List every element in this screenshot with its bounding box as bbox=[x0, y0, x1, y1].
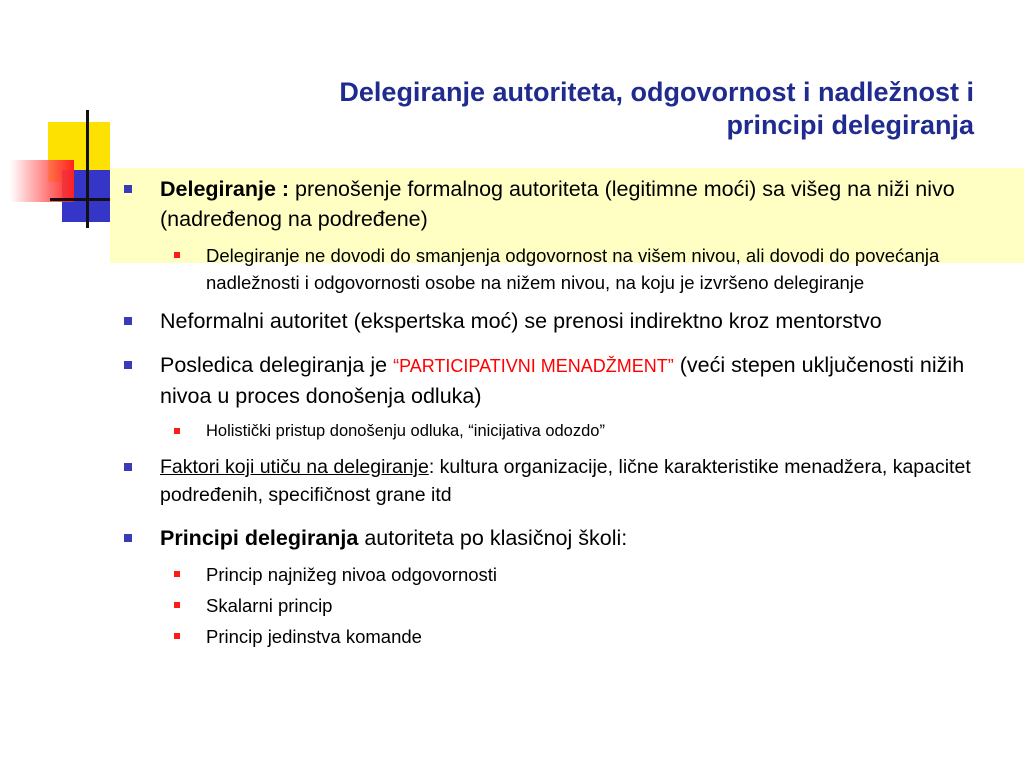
bullet-faktori bbox=[120, 453, 1015, 509]
participativni-menadzment-accent: “PARTICIPATIVNI MENADŽMENT” bbox=[393, 356, 674, 376]
sub-bullet-text: Delegiranje ne dovodi do smanjenja odgovornost na višem nivou, ali dovodi do povećanja nadležnosti i odgovornosti osobe na nižem nivou, na koju je izvršeno delegiranje bbox=[206, 245, 940, 293]
sub-bullet-princip-2 bbox=[120, 592, 1015, 619]
bullet-posledica bbox=[120, 350, 1015, 411]
sub-bullet-holisticki bbox=[120, 419, 1015, 443]
sub-bullet-square-icon bbox=[174, 602, 180, 608]
sub-bullet-delegiranje bbox=[120, 242, 1015, 296]
sub-bullet-square-icon bbox=[174, 428, 180, 434]
bullet-square-icon bbox=[124, 317, 132, 325]
bullet-text-before: Posledica delegiranja je bbox=[160, 353, 394, 377]
bullet-text: Neformalni autoritet (ekspertska moć) se prenosi indirektno kroz mentorstvo bbox=[160, 309, 882, 333]
sub-bullet-square-icon bbox=[174, 252, 180, 258]
bullet-principi bbox=[120, 523, 1015, 553]
bullet-text: autoriteta po klasičnoj školi: bbox=[358, 526, 628, 550]
sub-bullet-square-icon bbox=[174, 571, 180, 577]
title-line-2: principi delegiranja bbox=[726, 110, 974, 140]
bullet-delegiranje bbox=[120, 174, 1015, 234]
bullet-text-after: (veći stepen uključenosti nižih nivoa u proces donošenja odluka) bbox=[160, 353, 965, 408]
bullet-list bbox=[120, 174, 1015, 660]
bullet-neformalni-autoritet bbox=[120, 306, 1015, 336]
logo-horizontal-line bbox=[50, 198, 112, 201]
term-delegiranje: Delegiranje : bbox=[160, 177, 290, 201]
bullet-square-icon bbox=[124, 361, 132, 369]
sub-bullet-text: Holistički pristup donošenju odluka, “inicijativa odozdo” bbox=[206, 422, 605, 440]
logo-red-gradient-bar bbox=[10, 160, 74, 202]
term-principi: Principi delegiranja bbox=[160, 526, 359, 550]
title-line-1: Delegiranje autoriteta, odgovornost i nadležnost i bbox=[339, 77, 974, 107]
faktori-underlined: Faktori koji utiču na delegiranje bbox=[160, 456, 429, 478]
bullet-text: : kultura organizacije, lične karakteristike menadžera, kapacitet podređenih, specifičnost grane itd bbox=[160, 456, 971, 506]
sub-bullet-princip-1 bbox=[120, 561, 1015, 588]
definition-delegiranje: prenošenje formalnog autoriteta (legitimne moći) sa višeg na niži nivo (nadređenog na podređene) bbox=[160, 177, 955, 231]
logo-vertical-line bbox=[86, 110, 89, 228]
slide-title bbox=[154, 76, 974, 142]
bullet-square-icon bbox=[124, 185, 132, 193]
sub-bullet-text: Princip jedinstva komande bbox=[206, 626, 422, 647]
bullet-square-icon bbox=[124, 534, 132, 542]
sub-bullet-text: Princip najnižeg nivoa odgovornosti bbox=[206, 564, 498, 585]
sub-bullet-text: Skalarni princip bbox=[206, 595, 333, 616]
sub-bullet-princip-3 bbox=[120, 623, 1015, 650]
sub-bullet-square-icon bbox=[174, 633, 180, 639]
bullet-square-icon bbox=[124, 463, 132, 471]
